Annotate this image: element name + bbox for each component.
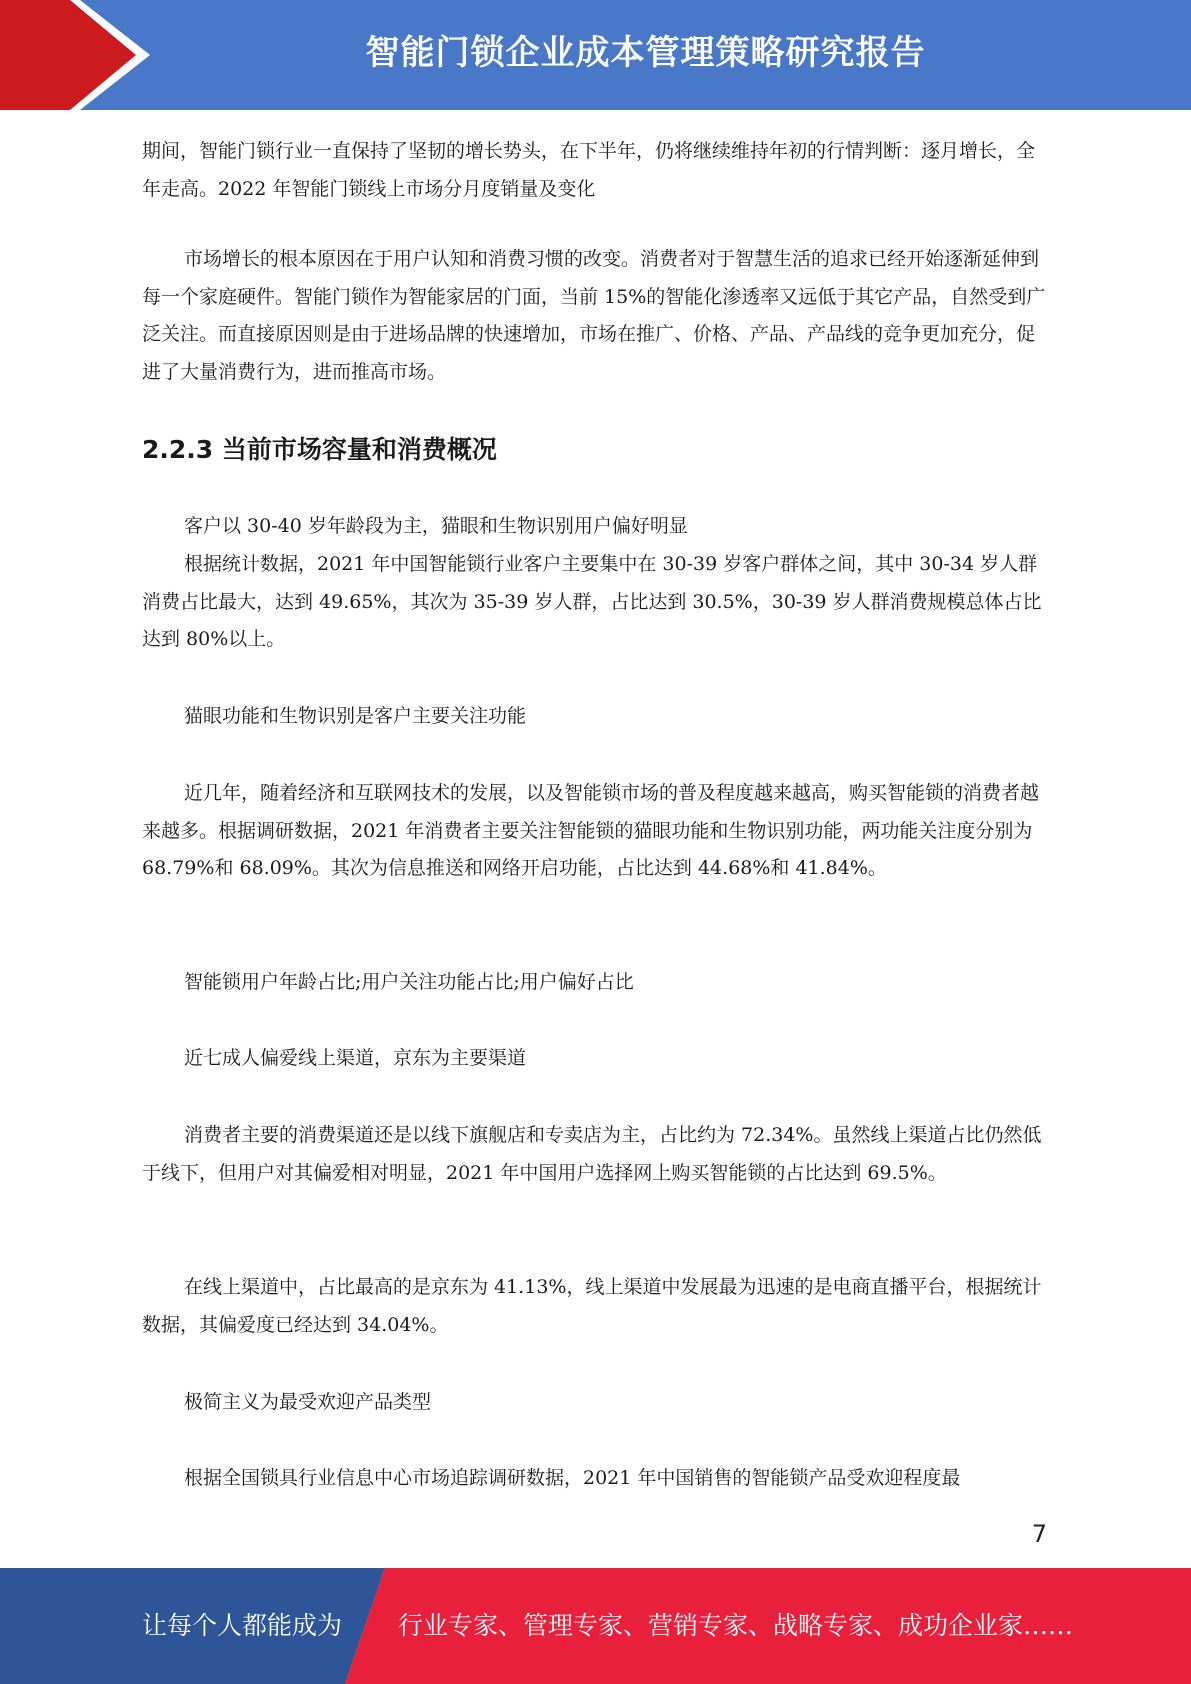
footer-slogan-right: 行业专家、管理专家、营销专家、战略专家、成功企业家…… [398, 1611, 1074, 1640]
section-heading: 2.2.3 当前市场容量和消费概况 [142, 435, 497, 464]
page-header [0, 0, 1191, 110]
footer-slogan-left: 让每个人都能成为 [142, 1611, 343, 1640]
paragraph: 近几年，随着经济和互联网技术的发展，以及智能锁市场的普及程度越来越高，购买智能锁的消费者越来越多。根据调研数据，2021 年消费者主要关注智能锁的猫眼功能和生物识别功能，两功能关注度分别为 68.79%和 68.09%。其次为信息推送和网络开启功能，占比达到 44.68%和 41.84%。 [142, 782, 1040, 879]
paragraph: 在线上渠道中，占比最高的是京东为 41.13%，线上渠道中发展最为迅速的是电商直播平台，根据统计数据，其偏爱度已经达到 34.04%。 [142, 1276, 1042, 1336]
paragraph: 极简主义为最受欢迎产品类型 [184, 1391, 432, 1413]
page-footer [0, 1568, 1191, 1684]
paragraph: 智能锁用户年龄占比;用户关注功能占比;用户偏好占比 [184, 971, 634, 993]
paragraph: 近七成人偏爱线上渠道，京东为主要渠道 [184, 1047, 527, 1069]
paragraph: 客户以 30-40 岁年龄段为主，猫眼和生物识别用户偏好明显 [184, 515, 688, 537]
paragraph: 根据统计数据，2021 年中国智能锁行业客户主要集中在 30-39 岁客户群体之间，其中 30-34 岁人群消费占比最大，达到 49.65%，其次为 35-39 岁人群，占比达到 30.5%，30-39 岁人群消费规模总体占比达到 80%以上。 [142, 553, 1042, 650]
header-chevron [0, 0, 140, 110]
paragraph: 消费者主要的消费渠道还是以线下旗舰店和专卖店为主，占比约为 72.34%。虽然线上渠道占比仍然低于线下，但用户对其偏爱相对明显，2021 年中国用户选择网上购买智能锁的占比达到 69.5%。 [142, 1124, 1042, 1184]
paragraph: 市场增长的根本原因在于用户认知和消费习惯的改变。消费者对于智慧生活的追求已经开始逐渐延伸到每一个家庭硬件。智能门锁作为智能家居的门面，当前 15%的智能化渗透率又远低于其它产品，自然受到广泛关注。而直接原因则是由于进场品牌的快速增加，市场在推广、价格、产品、产品线的竞争更加充分，促进了大量消费行为，进而推高市场。 [142, 248, 1046, 383]
paragraph: 猫眼功能和生物识别是客户主要关注功能 [184, 705, 527, 727]
report-title: 智能门锁企业成本管理策略研究报告 [365, 33, 926, 73]
paragraph: 根据全国锁具行业信息中心市场追踪调研数据，2021 年中国销售的智能锁产品受欢迎程度最 [184, 1467, 961, 1489]
paragraph: 期间，智能门锁行业一直保持了坚韧的增长势头，在下半年，仍将继续维持年初的行情判断：逐月增长，全年走高。2022 年智能门锁线上市场分月度销量及变化 [142, 140, 1036, 200]
page-number: 7 [1031, 1520, 1047, 1548]
